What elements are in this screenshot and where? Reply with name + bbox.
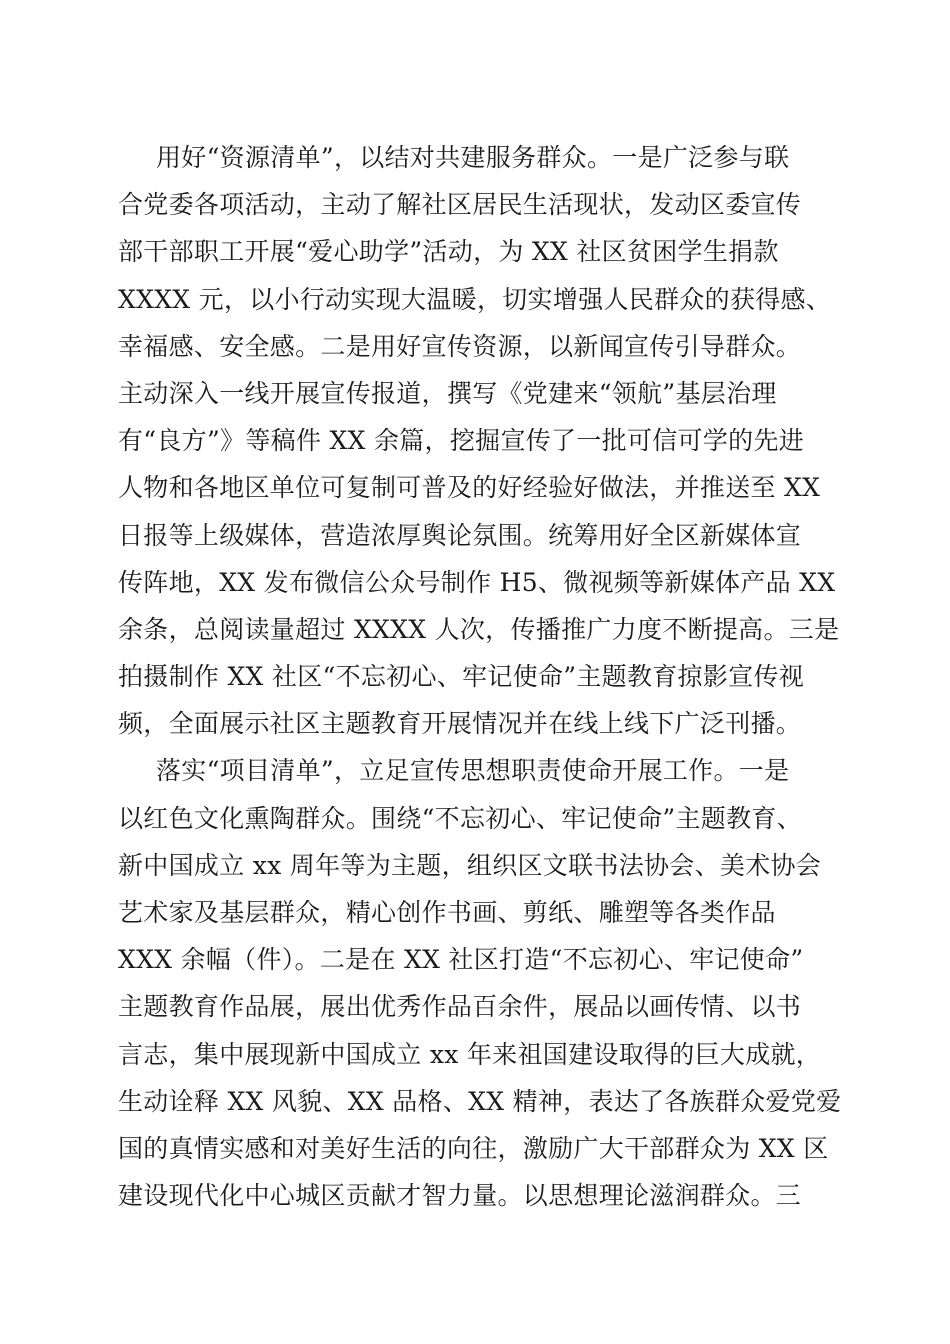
text-line: 落实“项目清单”，立足宣传思想职责使命开展工作。一是 [156,756,790,786]
text-line: XXX 余幅（件）。二是在 XX 社区打造“不忘初心、牢记使命” [118,945,804,975]
text-line: 幸福感、安全感。二是用好宣传资源，以新闻宣传引导群众。 [118,331,802,361]
text-line: 新中国成立 xx 周年等为主题，组织区文联书法协会、美术协会 [118,850,822,880]
text-line: 言志，集中展现新中国成立 xx 年来祖国建设取得的巨大成就， [118,1039,822,1069]
text-line: 频，全面展示社区主题教育开展情况并在线上线下广泛刊播。 [118,709,802,739]
text-line: 以红色文化熏陶群众。围绕“不忘初心、牢记使命”主题教育、 [118,803,802,833]
text-line: 艺术家及基层群众，精心创作书画、剪纸、雕塑等各类作品 [118,898,776,927]
text-line: 人物和各地区单位可复制可普及的好经验好做法，并推送至 XX [118,473,821,503]
text-line: 有“良方”》等稿件 XX 余篇，挖掘宣传了一批可信可学的先进 [118,426,805,456]
text-line: XXXX 元，以小行动实现大温暖，切实增强人民群众的获得感、 [118,284,832,314]
text-line: 余条，总阅读量超过 XXXX 人次，传播推广力度不断提高。三是 [118,614,840,644]
text-line: 建设现代化中心城区贡献才智力量。以思想理论滋润群众。三 [118,1181,802,1211]
text-line: 主题教育作品展，展出优秀作品百余件，展品以画传情、以书 [118,992,802,1022]
text-line: 部干部职工开展“爱心助学”活动，为 XX 社区贫困学生捐款 [118,237,779,267]
text-line: 拍摄制作 XX 社区“不忘初心、牢记使命”主题教育掠影宣传视 [118,662,805,692]
document-body [118,134,842,1219]
text-line: 国的真情实感和对美好生活的向往，激励广大干部群众为 XX 区 [118,1133,829,1163]
text-line: 传阵地，XX 发布微信公众号制作 H5、微视频等新媒体产品 XX [118,567,836,597]
paragraph-project-list [118,747,842,1219]
text-line: 日报等上级媒体，营造浓厚舆论氛围。统筹用好全区新媒体宣 [118,520,802,550]
text-line: 合党委各项活动，主动了解社区居民生活现状，发动区委宣传 [118,190,802,220]
text-line: 用好“资源清单”，以结对共建服务群众。一是广泛参与联 [156,143,790,172]
text-line: 主动深入一线开展宣传报道，撰写《党建来“领航”基层治理 [118,378,777,408]
text-line: 生动诠释 XX 风貌、XX 品格、XX 精神，表达了各族群众爱党爱 [118,1086,842,1116]
paragraph-resource-list [118,134,840,747]
